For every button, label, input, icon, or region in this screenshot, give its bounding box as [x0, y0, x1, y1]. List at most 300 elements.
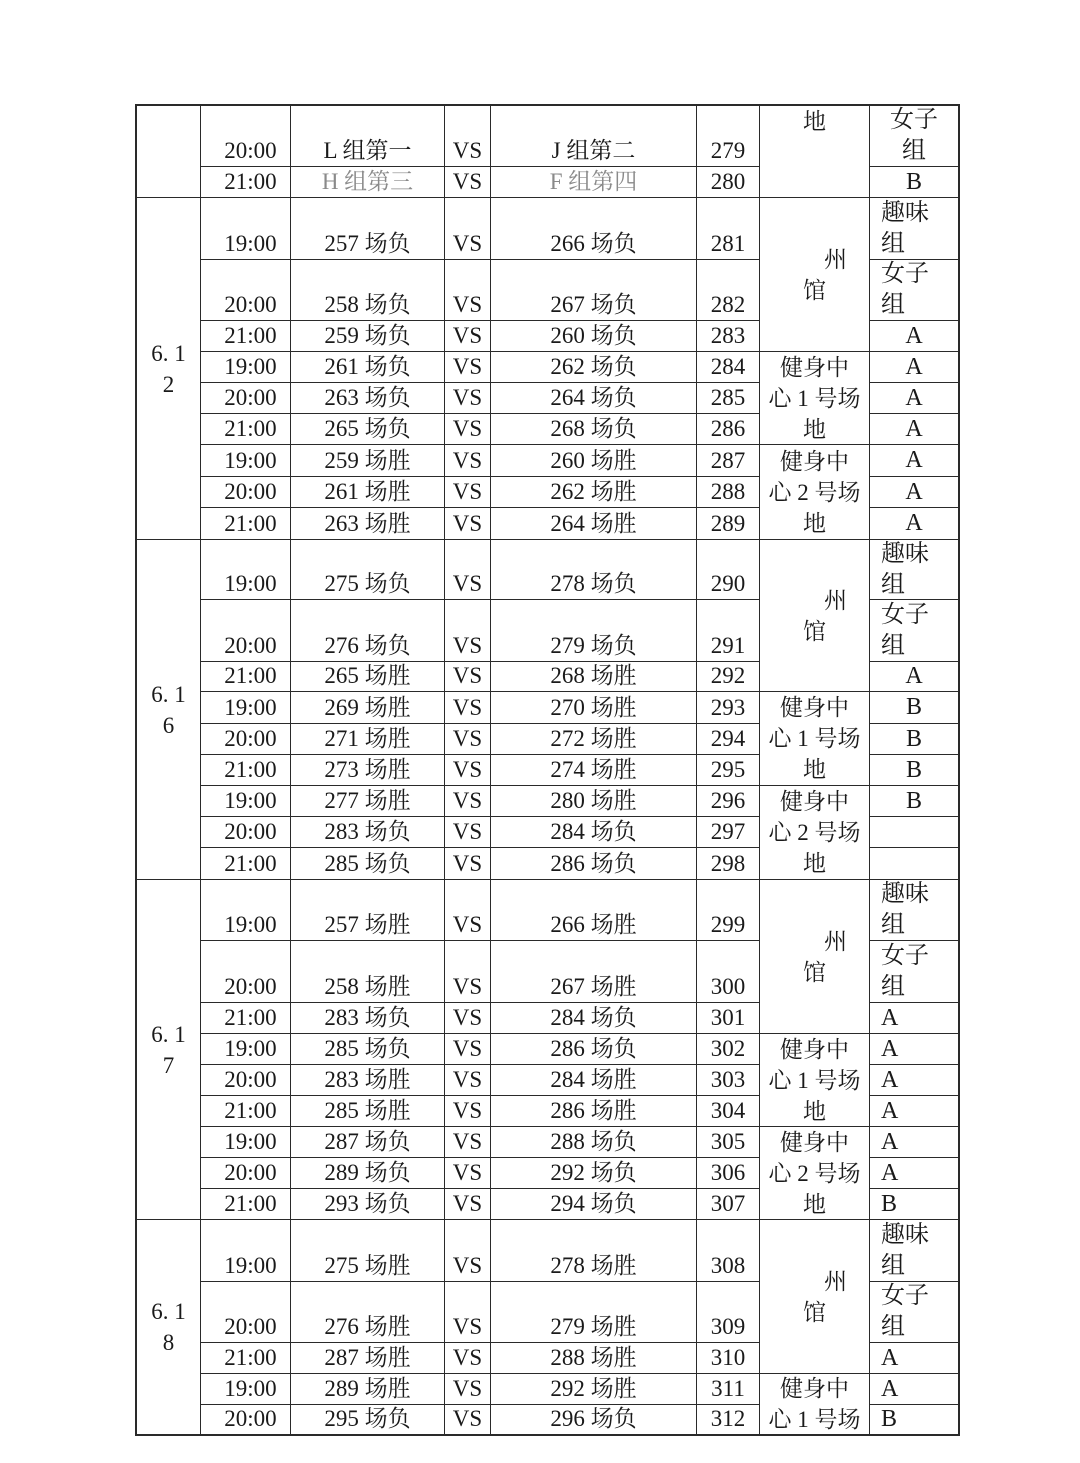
group-label: A	[905, 353, 923, 380]
team-a-cell: 259 场胜	[291, 445, 444, 476]
vs-label: VS	[445, 755, 490, 785]
match-number: 298	[697, 848, 759, 879]
venue-label: 心 2 号场	[768, 479, 861, 505]
group-cell	[870, 508, 958, 539]
group-cell	[870, 1405, 958, 1434]
match-number: 281	[697, 198, 759, 259]
vs-label: VS	[445, 1220, 490, 1281]
time-cell: 21:00	[201, 755, 290, 785]
venue-label: 馆	[803, 1299, 826, 1325]
group-cell	[870, 600, 958, 661]
team-a-cell: 283 场负	[291, 1003, 444, 1033]
team-a-cell: 287 场胜	[291, 1343, 444, 1373]
vs-label: VS	[445, 445, 490, 476]
time-cell: 20:00	[201, 724, 290, 754]
group-label: A	[881, 1066, 899, 1093]
vs-label: VS	[445, 106, 490, 166]
venue-label: 地	[803, 757, 826, 782]
vs-label: VS	[445, 600, 490, 661]
group-label: 女子	[881, 942, 929, 969]
vs-label: VS	[445, 1374, 490, 1404]
match-number: 296	[697, 786, 759, 816]
date-label: 6. 1	[151, 340, 186, 366]
team-a-cell: 287 场负	[291, 1127, 444, 1157]
group-label: A	[881, 1097, 899, 1124]
venue-label: 心 2 号场	[768, 820, 861, 845]
vs-label: VS	[445, 198, 490, 259]
team-b-cell: 274 场胜	[491, 755, 696, 785]
match-number: 299	[697, 880, 759, 940]
venue-label: 健身中	[780, 695, 849, 720]
group-label: 女子	[890, 107, 938, 133]
venue-cell	[760, 786, 869, 879]
team-a-cell: 276 场胜	[291, 1282, 444, 1342]
vs-label: VS	[445, 477, 490, 507]
group-cell	[870, 445, 958, 476]
time-cell: 19:00	[201, 352, 290, 382]
match-number: 282	[697, 260, 759, 320]
team-b-cell: 288 场负	[491, 1127, 696, 1157]
team-a-cell: L 组第一	[291, 106, 444, 166]
group-label: B	[881, 1190, 898, 1217]
time-cell: 19:00	[201, 786, 290, 816]
group-label: 组	[881, 571, 905, 598]
group-label: 组	[881, 1252, 905, 1279]
time-cell: 21:00	[201, 414, 290, 444]
group-cell	[870, 1158, 958, 1188]
group-cell	[870, 414, 958, 444]
venue-label: 心 1 号场	[768, 385, 861, 411]
group-label: B	[905, 756, 922, 783]
team-a-cell: 285 场负	[291, 848, 444, 879]
team-a-cell: 261 场负	[291, 352, 444, 382]
venue-cell	[760, 880, 869, 1033]
team-b-cell: 267 场负	[491, 260, 696, 320]
group-label: 女子	[881, 1283, 929, 1309]
time-cell: 20:00	[201, 106, 290, 166]
vs-label: VS	[445, 692, 490, 723]
time-cell: 19:00	[201, 1220, 290, 1281]
match-number: 312	[697, 1405, 759, 1434]
group-label: 趣味	[881, 881, 929, 907]
vs-label: VS	[445, 724, 490, 754]
group-cell	[870, 724, 958, 754]
team-a-cell: 289 场胜	[291, 1374, 444, 1404]
group-label: B	[905, 725, 922, 752]
group-label: A	[905, 415, 923, 442]
group-label: A	[881, 1035, 899, 1062]
team-b-cell: 279 场胜	[491, 1282, 696, 1342]
group-cell	[870, 692, 958, 723]
team-b-cell: 292 场胜	[491, 1374, 696, 1404]
group-label: A	[905, 384, 923, 411]
group-cell	[870, 321, 958, 351]
team-a-cell: 261 场胜	[291, 477, 444, 507]
match-number: 311	[697, 1374, 759, 1404]
team-b-cell: 280 场胜	[491, 786, 696, 816]
group-cell	[870, 1220, 958, 1281]
team-a-cell: 277 场胜	[291, 786, 444, 816]
time-cell: 21:00	[201, 508, 290, 539]
vs-label: VS	[445, 508, 490, 539]
group-label: A	[905, 663, 923, 689]
match-number: 295	[697, 755, 759, 785]
vs-label: VS	[445, 1065, 490, 1095]
group-label: 组	[881, 230, 905, 257]
team-b-cell: 278 场胜	[491, 1220, 696, 1281]
match-number: 308	[697, 1220, 759, 1281]
team-a-cell: 271 场胜	[291, 724, 444, 754]
match-number: 285	[697, 383, 759, 413]
team-a-cell: 289 场负	[291, 1158, 444, 1188]
date-cell	[137, 1220, 200, 1434]
vs-label: VS	[445, 260, 490, 320]
group-label: A	[881, 1128, 899, 1155]
team-a-cell: 283 场胜	[291, 1065, 444, 1095]
date-label: 6	[162, 712, 175, 738]
group-cell	[870, 1343, 958, 1373]
group-label: 组	[881, 632, 905, 659]
match-schedule-table	[135, 104, 960, 1436]
venue-label: 心 1 号场	[768, 1407, 861, 1432]
date-cell	[137, 540, 200, 879]
vs-label: VS	[445, 414, 490, 444]
team-a-cell: H 组第三	[291, 167, 444, 197]
team-b-cell: 294 场负	[491, 1189, 696, 1219]
team-b-cell: 272 场胜	[491, 724, 696, 754]
venue-label: 州	[824, 587, 847, 613]
vs-label: VS	[445, 817, 490, 847]
time-cell: 20:00	[201, 941, 290, 1002]
group-label: A	[905, 510, 923, 536]
time-cell: 20:00	[201, 600, 290, 661]
vs-label: VS	[445, 352, 490, 382]
group-label: B	[905, 168, 922, 195]
group-cell	[870, 941, 958, 1002]
team-b-cell: 260 场负	[491, 321, 696, 351]
vs-label: VS	[445, 848, 490, 879]
team-a-cell: 258 场负	[291, 260, 444, 320]
venue-label: 州	[824, 246, 847, 272]
team-b-cell: 264 场胜	[491, 508, 696, 539]
team-b-cell: 286 场负	[491, 848, 696, 879]
time-cell: 21:00	[201, 848, 290, 879]
venue-cell	[760, 540, 869, 691]
team-b-cell: 296 场负	[491, 1405, 696, 1434]
time-cell: 19:00	[201, 880, 290, 940]
vs-label: VS	[445, 167, 490, 197]
time-cell: 19:00	[201, 692, 290, 723]
vs-label: VS	[445, 1189, 490, 1219]
group-label: 组	[902, 138, 926, 164]
group-label: A	[881, 1344, 899, 1371]
date-cell	[137, 880, 200, 1219]
venue-cell	[760, 1127, 869, 1219]
venue-label: 地	[803, 1191, 826, 1217]
vs-label: VS	[445, 1343, 490, 1373]
date-label: 2	[162, 371, 175, 397]
team-a-cell: 259 场负	[291, 321, 444, 351]
group-label: 组	[881, 973, 905, 1000]
date-label: 6. 1	[151, 1021, 186, 1047]
team-b-cell: 284 场负	[491, 817, 696, 847]
group-cell	[870, 1096, 958, 1126]
vs-label: VS	[445, 1003, 490, 1033]
team-b-cell: 267 场胜	[491, 941, 696, 1002]
match-number: 289	[697, 508, 759, 539]
team-a-cell: 263 场负	[291, 383, 444, 413]
vs-label: VS	[445, 1282, 490, 1342]
group-cell	[870, 755, 958, 785]
team-a-cell: 263 场胜	[291, 508, 444, 539]
team-a-cell: 265 场胜	[291, 662, 444, 691]
group-cell	[870, 198, 958, 259]
team-b-cell: 264 场负	[491, 383, 696, 413]
match-number: 302	[697, 1034, 759, 1064]
match-number: 283	[697, 321, 759, 351]
match-number: 288	[697, 477, 759, 507]
venue-label: 地	[803, 510, 826, 536]
date-label: 8	[162, 1330, 175, 1355]
venue-label: 健身中	[780, 1129, 849, 1155]
match-number: 292	[697, 662, 759, 691]
group-cell	[870, 848, 958, 879]
team-a-cell: 275 场胜	[291, 1220, 444, 1281]
match-number: 294	[697, 724, 759, 754]
group-label: 组	[881, 292, 905, 318]
group-cell	[870, 662, 958, 691]
group-cell	[870, 106, 958, 166]
team-b-cell: 278 场负	[491, 540, 696, 599]
match-number: 291	[697, 600, 759, 661]
team-b-cell: 279 场负	[491, 600, 696, 661]
team-b-cell: 260 场胜	[491, 445, 696, 476]
vs-label: VS	[445, 1158, 490, 1188]
time-cell: 21:00	[201, 1096, 290, 1126]
group-label: 女子	[881, 261, 929, 287]
match-number: 304	[697, 1096, 759, 1126]
group-label: 组	[881, 912, 905, 938]
match-number: 279	[697, 106, 759, 166]
team-b-cell: 286 场胜	[491, 1096, 696, 1126]
match-number: 307	[697, 1189, 759, 1219]
time-cell: 19:00	[201, 540, 290, 599]
venue-label: 健身中	[780, 1376, 849, 1401]
team-a-cell: 257 场胜	[291, 880, 444, 940]
team-b-cell: 270 场胜	[491, 692, 696, 723]
group-cell	[870, 260, 958, 320]
team-b-cell: 292 场负	[491, 1158, 696, 1188]
group-label: 女子	[881, 601, 929, 628]
team-a-cell: 273 场胜	[291, 755, 444, 785]
team-b-cell: 266 场胜	[491, 880, 696, 940]
group-label: A	[881, 1375, 899, 1402]
group-label: A	[881, 1159, 899, 1186]
match-number: 306	[697, 1158, 759, 1188]
match-number: 286	[697, 414, 759, 444]
time-cell: 20:00	[201, 1158, 290, 1188]
vs-label: VS	[445, 1034, 490, 1064]
group-label: A	[881, 1004, 899, 1031]
venue-label: 健身中	[780, 354, 849, 380]
date-label: 6. 1	[151, 681, 186, 707]
venue-label: 州	[824, 928, 847, 954]
venue-label: 健身中	[780, 1036, 849, 1062]
group-cell	[870, 1282, 958, 1342]
team-b-cell: 288 场胜	[491, 1343, 696, 1373]
vs-label: VS	[445, 383, 490, 413]
venue-label: 地	[803, 851, 826, 876]
match-number: 300	[697, 941, 759, 1002]
date-cell	[137, 106, 200, 197]
match-number: 303	[697, 1065, 759, 1095]
time-cell: 19:00	[201, 1374, 290, 1404]
group-cell	[870, 383, 958, 413]
group-label: B	[905, 694, 922, 720]
match-number: 309	[697, 1282, 759, 1342]
venue-label: 州	[824, 1268, 847, 1294]
group-cell	[870, 786, 958, 816]
team-a-cell: 285 场胜	[291, 1096, 444, 1126]
vs-label: VS	[445, 662, 490, 691]
venue-label: 心 2 号场	[768, 1160, 861, 1186]
vs-label: VS	[445, 1096, 490, 1126]
venue-cell	[760, 198, 869, 351]
team-b-cell: 284 场胜	[491, 1065, 696, 1095]
group-cell	[870, 1003, 958, 1033]
venue-label: 馆	[803, 277, 826, 303]
venue-cell	[760, 692, 869, 785]
match-number: 293	[697, 692, 759, 723]
time-cell: 21:00	[201, 1003, 290, 1033]
group-label: 趣味	[881, 1221, 929, 1248]
group-cell	[870, 1034, 958, 1064]
group-label: B	[881, 1406, 898, 1432]
group-cell	[870, 1065, 958, 1095]
team-a-cell: 265 场负	[291, 414, 444, 444]
time-cell: 20:00	[201, 1405, 290, 1434]
team-a-cell: 257 场负	[291, 198, 444, 259]
vs-label: VS	[445, 880, 490, 940]
group-cell	[870, 817, 958, 847]
vs-label: VS	[445, 941, 490, 1002]
time-cell: 21:00	[201, 321, 290, 351]
team-a-cell: 283 场负	[291, 817, 444, 847]
team-b-cell: J 组第二	[491, 106, 696, 166]
time-cell: 21:00	[201, 1343, 290, 1373]
team-b-cell: 268 场胜	[491, 662, 696, 691]
time-cell: 20:00	[201, 383, 290, 413]
time-cell: 20:00	[201, 1282, 290, 1342]
venue-label: 地	[803, 109, 826, 134]
vs-label: VS	[445, 1127, 490, 1157]
time-cell: 21:00	[201, 662, 290, 691]
group-cell	[870, 352, 958, 382]
time-cell: 21:00	[201, 167, 290, 197]
group-label: 组	[881, 1314, 905, 1340]
time-cell: 19:00	[201, 1034, 290, 1064]
match-number: 310	[697, 1343, 759, 1373]
venue-cell	[760, 106, 869, 197]
vs-label: VS	[445, 540, 490, 599]
venue-label: 馆	[803, 959, 826, 985]
team-b-cell: 268 场负	[491, 414, 696, 444]
venue-cell	[760, 1034, 869, 1126]
time-cell: 20:00	[201, 1065, 290, 1095]
team-a-cell: 258 场胜	[291, 941, 444, 1002]
venue-label: 馆	[803, 618, 826, 644]
team-b-cell: 262 场胜	[491, 477, 696, 507]
match-number: 297	[697, 817, 759, 847]
team-b-cell: 266 场负	[491, 198, 696, 259]
venue-cell	[760, 1374, 869, 1434]
time-cell: 20:00	[201, 477, 290, 507]
date-label: 7	[162, 1052, 175, 1078]
team-a-cell: 295 场负	[291, 1405, 444, 1434]
group-cell	[870, 540, 958, 599]
vs-label: VS	[445, 1405, 490, 1434]
venue-cell	[760, 1220, 869, 1373]
date-label: 6. 1	[151, 1299, 186, 1324]
team-a-cell: 293 场负	[291, 1189, 444, 1219]
vs-label: VS	[445, 786, 490, 816]
group-label: A	[905, 478, 923, 505]
group-cell	[870, 167, 958, 197]
time-cell: 19:00	[201, 1127, 290, 1157]
vs-label: VS	[445, 321, 490, 351]
match-number: 280	[697, 167, 759, 197]
group-label: 趣味	[881, 540, 929, 567]
group-cell	[870, 1127, 958, 1157]
group-cell	[870, 477, 958, 507]
team-a-cell: 285 场负	[291, 1034, 444, 1064]
group-label: A	[905, 447, 923, 473]
group-label: A	[905, 322, 923, 349]
venue-label: 地	[803, 1098, 826, 1124]
match-number: 287	[697, 445, 759, 476]
venue-label: 健身中	[780, 448, 849, 474]
match-number: 305	[697, 1127, 759, 1157]
group-cell	[870, 1189, 958, 1219]
time-cell: 20:00	[201, 260, 290, 320]
date-cell	[137, 198, 200, 539]
venue-label: 健身中	[780, 789, 849, 814]
group-label: B	[905, 787, 922, 814]
group-cell	[870, 880, 958, 940]
team-b-cell: 262 场负	[491, 352, 696, 382]
venue-cell	[760, 352, 869, 444]
team-b-cell: 284 场负	[491, 1003, 696, 1033]
time-cell: 19:00	[201, 198, 290, 259]
venue-cell	[760, 445, 869, 539]
match-number: 284	[697, 352, 759, 382]
venue-label: 心 1 号场	[768, 726, 861, 751]
group-label: 趣味	[881, 199, 929, 226]
time-cell: 19:00	[201, 445, 290, 476]
group-cell	[870, 1374, 958, 1404]
team-b-cell: 286 场负	[491, 1034, 696, 1064]
team-a-cell: 276 场负	[291, 600, 444, 661]
team-b-cell: F 组第四	[491, 167, 696, 197]
time-cell: 20:00	[201, 817, 290, 847]
venue-label: 地	[803, 416, 826, 442]
time-cell: 21:00	[201, 1189, 290, 1219]
match-number: 290	[697, 540, 759, 599]
team-a-cell: 275 场负	[291, 540, 444, 599]
match-number: 301	[697, 1003, 759, 1033]
venue-label: 心 1 号场	[768, 1067, 861, 1093]
team-a-cell: 269 场胜	[291, 692, 444, 723]
